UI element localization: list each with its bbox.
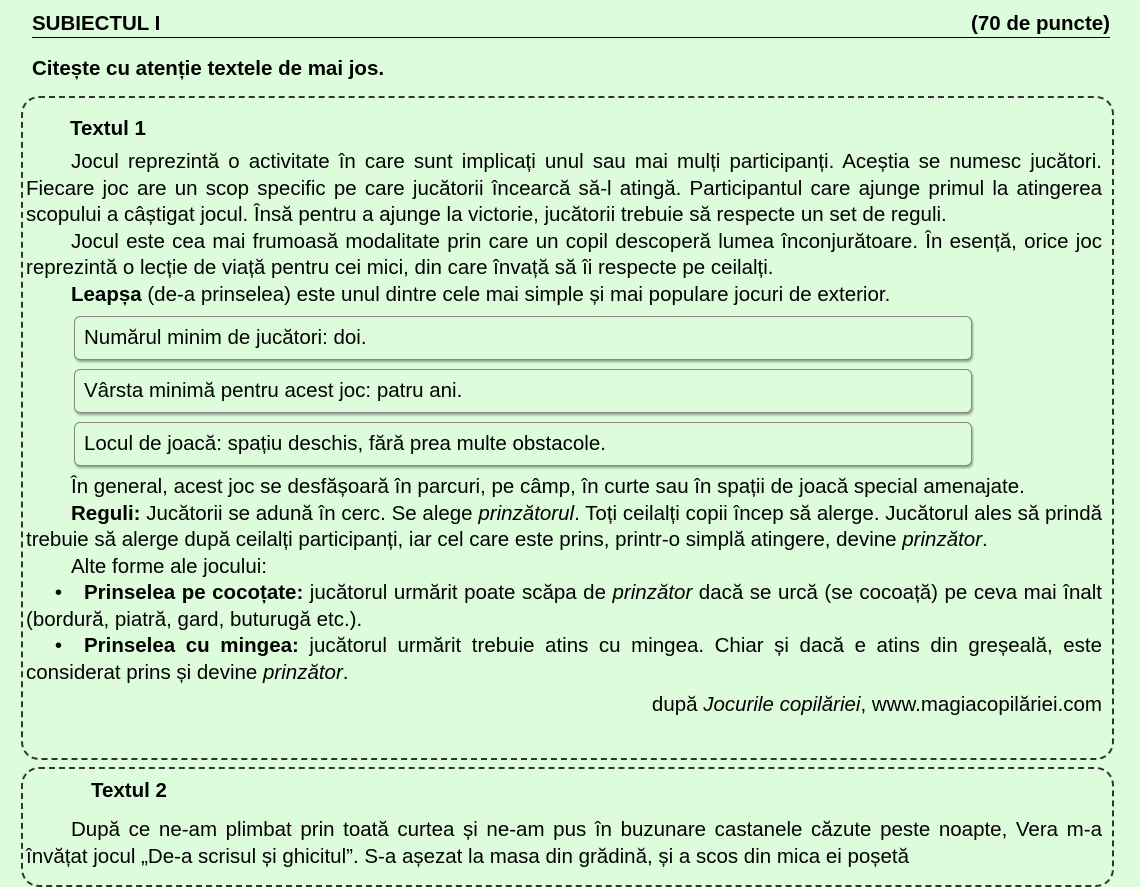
bullet-1-italic: prinzător (612, 581, 693, 604)
rules-part-a: Jucătorii se adună în cerc. Se alege (140, 501, 479, 525)
text2-body (26, 817, 1102, 870)
bullet-item-2 (26, 633, 1102, 686)
instruction: Citește cu atenție textele de mai jos. (32, 57, 385, 80)
rules-part-c: . (982, 528, 988, 551)
text1-paragraph-2: Jocul este cea mai frumoasă modalitate prin care un copil descoperă lumea înconjurătoare. În esență, orice joc reprezintă o lecție de viață pentru cei mici, din care învață să îi respecte pe ceilalți. (26, 229, 1102, 279)
text2-title: Textul 2 (91, 779, 167, 802)
info-boxes (74, 316, 1102, 466)
source-title: Jocurile copilăriei (703, 693, 861, 716)
bullet-1-a: jucătorul urmărit poate scăpa de (303, 581, 613, 604)
rules-part-b: . Toți ceilalți copii încep să alerge. Jucătorul ales să prindă trebuie să alerge după ceilalți participanți, iar cel care este prins, printr-o simplă atingere, devine (26, 501, 1103, 551)
bullet-1-title: Prinselea pe cocoțate: (84, 581, 304, 604)
bullet-2-b: . (342, 660, 349, 684)
game-name: Leapșa (71, 282, 142, 306)
text1-paragraph-3-rest: (de-a prinselea) este unul dintre cele mai simple și mai populare jocuri de exterior. (141, 282, 891, 306)
text1-title: Textul 1 (70, 117, 146, 140)
info-box-location: Locul de joacă: spațiu deschis, fără prea multe obstacole. (74, 422, 972, 466)
text1-frame (21, 96, 1114, 760)
text1-source (26, 692, 1102, 719)
source-url: , www.magiacopilăriei.com (860, 693, 1102, 716)
info-box-min-age: Vârsta minimă pentru acest joc: patru ani. (74, 369, 972, 413)
text1-paragraph-1: Jocul reprezintă o activitate în care sunt implicați unul sau mai mulți participanți. Aceștia se numesc jucători. Fiecare joc are un scop specific pe care jucătorii încearcă să-l atingă. Participantul care ajunge primul la atingerea scopului a câștigat jocul. Însă pentru a ajunge la victorie, jucătorii trebuie să respecte un set de reguli. (26, 150, 1102, 226)
section-title: SUBIECTUL I (32, 12, 161, 35)
bullet-item-1 (26, 580, 1102, 633)
bullet-icon (26, 633, 84, 660)
bullet-1-b: dacă se urcă (se cocoață) pe ceva mai înalt (bordură, piatră, gard, buturugă etc.). (26, 581, 1102, 631)
bullet-2-title: Prinselea cu mingea: (84, 634, 299, 657)
bullet-2-italic: prinzător (263, 660, 343, 684)
source-prefix: după (651, 693, 704, 716)
text1-paragraph-5: Alte forme ale jocului: (71, 554, 267, 578)
rules-label: Reguli: (71, 501, 141, 525)
section-points: (70 de puncte) (971, 12, 1110, 35)
text2-frame (21, 767, 1114, 887)
info-box-min-players: Numărul minim de jucători: doi. (74, 316, 972, 360)
rules-italic-1: prinzătorul (478, 501, 575, 525)
text1-rules (26, 501, 1102, 554)
text1-paragraph-4: În general, acest joc se desfășoară în parcuri, pe câmp, în curte sau în spații de joacă special amenajate. (71, 475, 1025, 498)
section-header (32, 11, 1110, 38)
text1-body (26, 149, 1102, 719)
rules-italic-2: prinzător (902, 528, 983, 551)
text1-paragraph-3 (26, 282, 1102, 309)
bullet-2-a: jucătorul urmărit trebuie atins cu mingea. Chiar și dacă e atins din greșeală, este considerat prins și devine (26, 634, 1102, 684)
text2-paragraph-1: După ce ne-am plimbat prin toată curtea și ne-am pus în buzunare castanele căzute peste noapte, Vera m-a învățat jocul „De-a scrisul și ghicitul”. S-a așezat la masa din grădină, și a scos din mica ei poșetă (26, 818, 1102, 868)
bullet-icon (26, 580, 84, 607)
